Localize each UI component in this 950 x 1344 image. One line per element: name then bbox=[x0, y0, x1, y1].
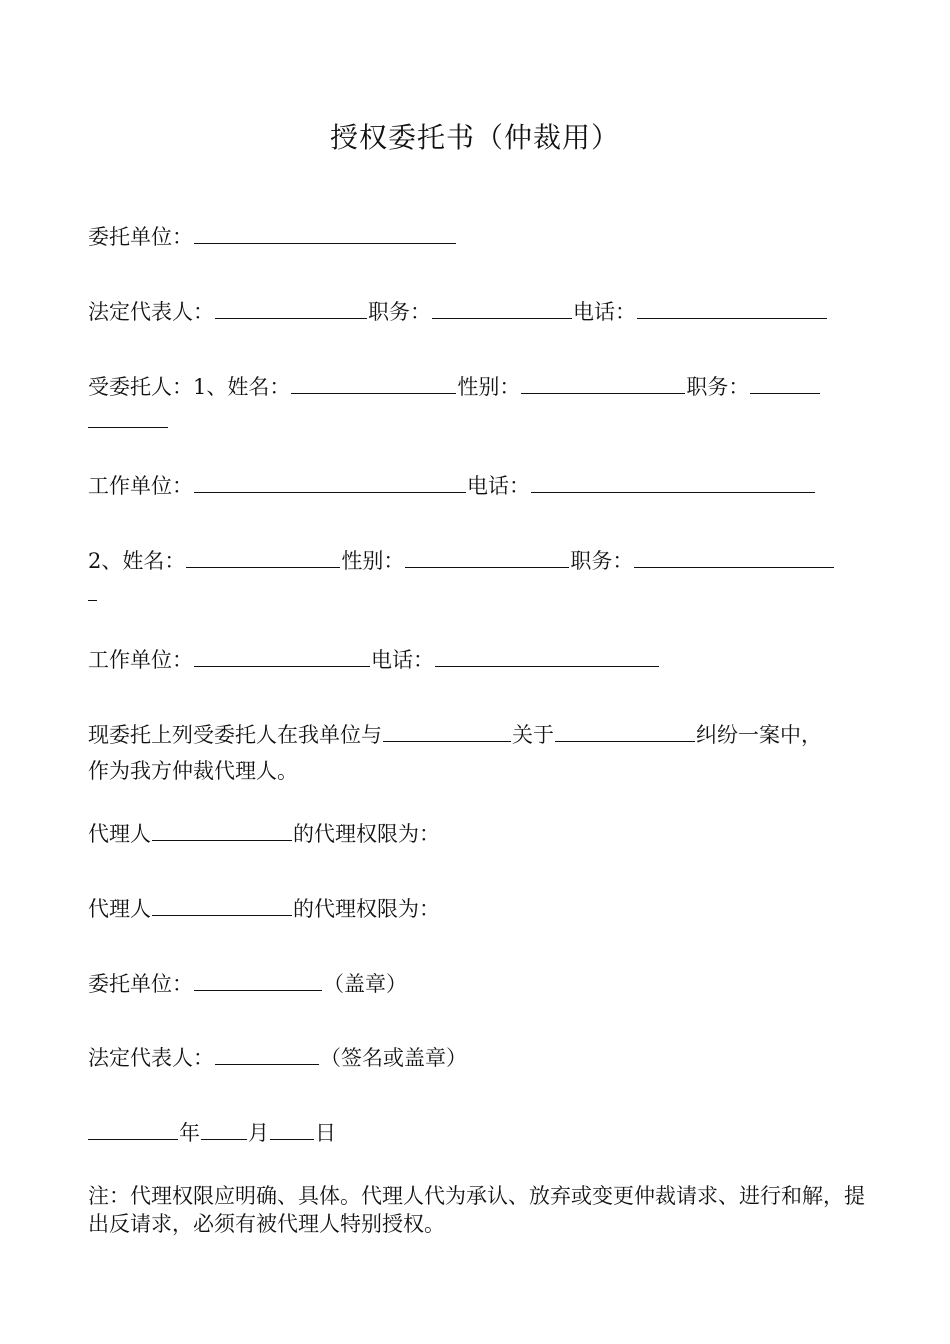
entrust-statement-line2 bbox=[88, 756, 868, 786]
legal-rep-position-blank[interactable] bbox=[432, 296, 572, 319]
month-blank[interactable] bbox=[201, 1117, 247, 1140]
entrusting-unit-line bbox=[88, 221, 868, 252]
legal-rep-line bbox=[88, 296, 868, 327]
agent1-position-blank-cont[interactable] bbox=[88, 405, 168, 428]
agent2-work-line bbox=[88, 644, 868, 675]
agent2-name-label: 姓名： bbox=[122, 549, 186, 573]
legal-rep-phone-label: 电话： bbox=[573, 300, 636, 324]
year-blank[interactable] bbox=[88, 1117, 178, 1140]
legal-rep-label: 法定代表人： bbox=[88, 300, 214, 324]
agent1-name-blank[interactable] bbox=[291, 371, 456, 394]
agent1-work-label: 工作单位： bbox=[88, 474, 193, 498]
agent2-authority-line bbox=[88, 893, 868, 924]
agent-prefix: 受委托人： bbox=[88, 375, 193, 399]
agent1-gender-blank[interactable] bbox=[521, 371, 685, 394]
agent1-authority-suffix: 的代理权限为： bbox=[293, 822, 440, 846]
legal-rep-position-label: 职务： bbox=[368, 300, 431, 324]
agent2-position-blank[interactable] bbox=[634, 545, 834, 568]
agent2-work-label: 工作单位： bbox=[88, 648, 193, 672]
agent1-name-label: 姓名： bbox=[227, 375, 291, 399]
agent1-authority-name-blank[interactable] bbox=[152, 818, 292, 841]
legal-rep-phone-blank[interactable] bbox=[637, 296, 827, 319]
agent1-work-blank[interactable] bbox=[194, 470, 466, 493]
agent2-number: 2、 bbox=[88, 549, 123, 573]
agent1-authority-prefix: 代理人 bbox=[88, 822, 151, 846]
agent2-line-wrap bbox=[88, 578, 868, 609]
agent1-gender-label: 性别： bbox=[457, 375, 521, 399]
entrust-statement-part1: 现委托上列受委托人在我单位与 bbox=[88, 723, 382, 747]
agent2-gender-label: 性别： bbox=[341, 549, 405, 573]
agent2-authority-suffix: 的代理权限为： bbox=[293, 897, 440, 921]
agent2-line bbox=[88, 545, 868, 576]
agent1-position-blank[interactable] bbox=[750, 371, 820, 394]
sign-legal-rep-blank[interactable] bbox=[215, 1042, 319, 1065]
agent1-line-wrap bbox=[88, 405, 868, 436]
entrusting-unit-seal-line bbox=[88, 968, 868, 999]
year-label: 年 bbox=[179, 1121, 200, 1145]
sign-legal-rep-suffix: （签名或盖章） bbox=[320, 1046, 467, 1070]
entrusting-unit-blank[interactable] bbox=[194, 221, 456, 244]
note-paragraph: 注：代理权限应明确、具体。代理人代为承认、放弃或变更仲裁请求、进行和解，提出反请求，必须有被代理人特别授权。 bbox=[88, 1184, 865, 1236]
document-title: 授权委托书（仲裁用） bbox=[329, 121, 620, 154]
date-line bbox=[88, 1117, 868, 1148]
entrust-statement-line bbox=[88, 719, 868, 750]
seal-unit-suffix: （盖章） bbox=[323, 972, 407, 996]
agent1-work-line bbox=[88, 470, 868, 501]
day-label: 日 bbox=[315, 1121, 336, 1145]
agent2-phone-blank[interactable] bbox=[435, 644, 659, 667]
seal-unit-label: 委托单位： bbox=[88, 972, 193, 996]
agent2-authority-prefix: 代理人 bbox=[88, 897, 151, 921]
agent2-position-label: 职务： bbox=[570, 549, 634, 573]
seal-unit-blank[interactable] bbox=[194, 968, 322, 991]
legal-rep-blank[interactable] bbox=[215, 296, 367, 319]
entrust-statement-part4: 作为我方仲裁代理人。 bbox=[88, 759, 298, 783]
counterparty-blank[interactable] bbox=[383, 719, 511, 742]
agent2-work-blank[interactable] bbox=[194, 644, 370, 667]
sign-legal-rep-label: 法定代表人： bbox=[88, 1046, 214, 1070]
entrust-statement-part2: 关于 bbox=[512, 723, 554, 747]
entrust-statement-part3: 纠纷一案中， bbox=[696, 723, 822, 747]
agent2-position-blank-cont[interactable] bbox=[88, 578, 97, 601]
entrusting-unit-label: 委托单位： bbox=[88, 225, 193, 249]
month-label: 月 bbox=[248, 1121, 269, 1145]
agent1-line bbox=[88, 371, 868, 402]
agent2-gender-blank[interactable] bbox=[405, 545, 569, 568]
agent2-authority-name-blank[interactable] bbox=[152, 893, 292, 916]
agent1-phone-blank[interactable] bbox=[531, 470, 815, 493]
legal-rep-sign-line bbox=[88, 1042, 868, 1073]
agent1-position-label: 职务： bbox=[686, 375, 750, 399]
day-blank[interactable] bbox=[270, 1117, 314, 1140]
agent2-name-blank[interactable] bbox=[186, 545, 340, 568]
agent2-phone-label: 电话： bbox=[371, 648, 434, 672]
agent1-phone-label: 电话： bbox=[467, 474, 530, 498]
agent1-number: 1、 bbox=[193, 375, 228, 399]
dispute-blank[interactable] bbox=[555, 719, 695, 742]
agent1-authority-line bbox=[88, 818, 868, 849]
